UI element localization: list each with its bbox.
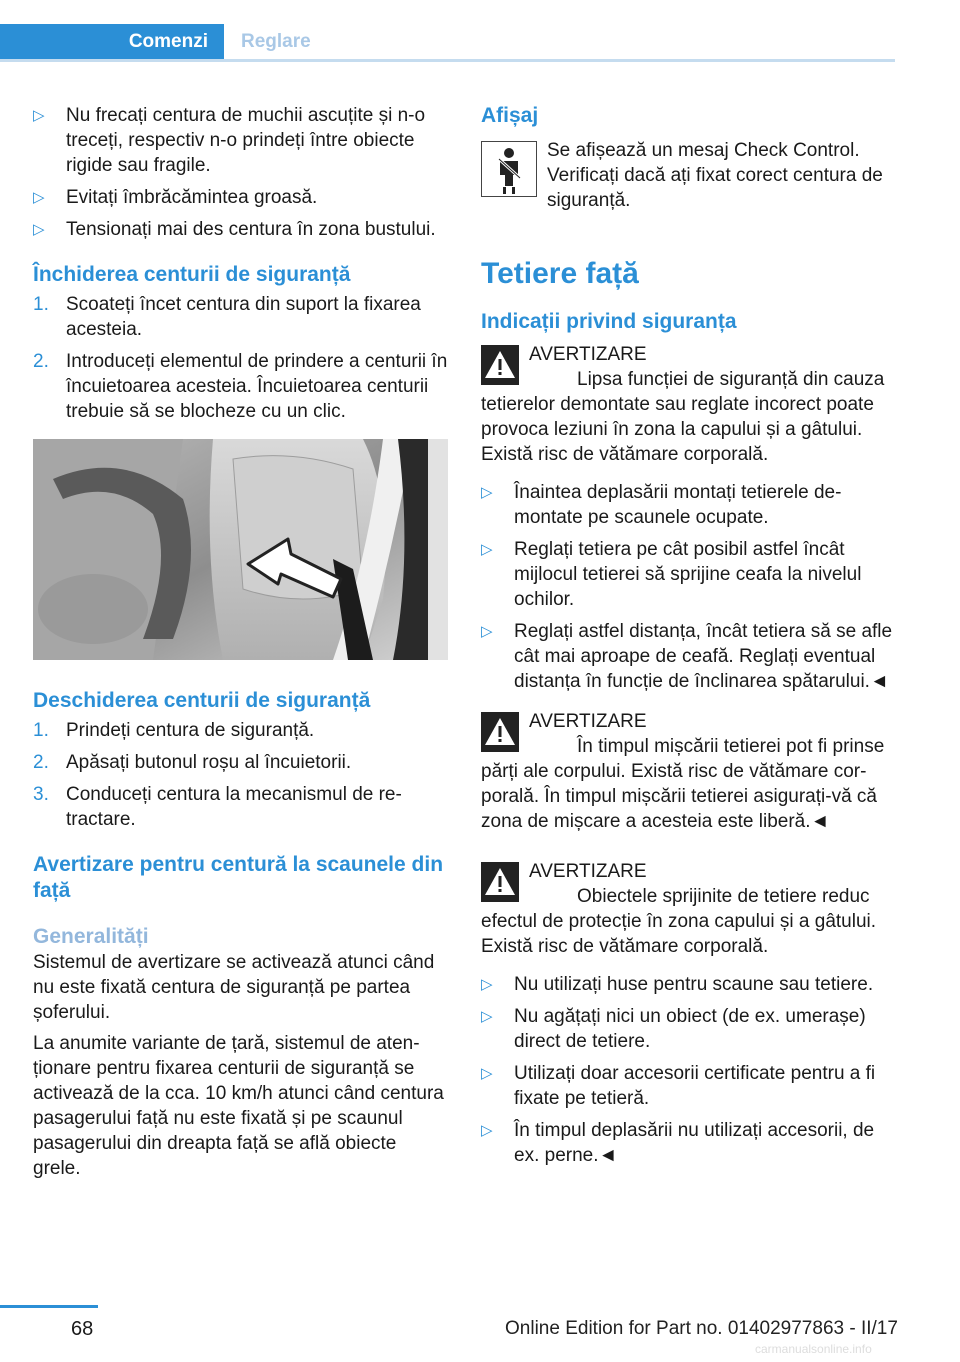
warning-label: AVERTIZARE — [529, 711, 647, 732]
list-item: ▷ Evitați îmbrăcămintea groasă. — [33, 187, 318, 208]
list-item: ▷ Nu utilizați huse pentru scaune sau tetiere. — [481, 974, 874, 995]
chapter-tabs — [0, 24, 895, 62]
triangle-bullet-icon: ▷ — [481, 976, 493, 993]
triangle-bullet-icon: ▷ — [481, 1065, 493, 1082]
general-heading: Generalități — [33, 925, 149, 948]
warning-text: Lipsa funcției de siguranță din cauza tetierelor demontate sau reglate incorect poate provoca leziuni în zona la capului și a gâtului. Există risc de vătămare corporală. — [481, 369, 885, 465]
tab-underline — [0, 59, 895, 62]
warning-triangle-icon — [481, 345, 519, 385]
list-item: ▷ În timpul deplasării nu utilizați accesorii, de ex. perne.◄ — [481, 1120, 875, 1166]
closing-belt-heading: Închiderea centurii de siguranță — [33, 263, 351, 286]
triangle-bullet-icon: ▷ — [33, 107, 45, 124]
triangle-bullet-icon: ▷ — [33, 221, 45, 238]
page-number: 68 — [71, 1318, 94, 1340]
list-item: ▷ Reglați tetiera pe cât posibil astfel încât mijlocul tetierei să sprijine ceafa la nivelul ochilor. — [481, 539, 862, 610]
list-item: ▷ Nu agățați nici un obiect (de ex. umerașe) direct de tetiere. — [481, 1006, 866, 1052]
seatbelt-buckle-photo — [33, 439, 448, 660]
footer-rule — [0, 1305, 98, 1308]
display-block — [481, 138, 895, 213]
opening-belt-heading: Deschiderea centurii de siguranță — [33, 689, 371, 712]
triangle-bullet-icon: ▷ — [481, 1008, 493, 1025]
list-item: ▷ Reglați astfel distanța, încât tetiera să se afle cât mai aproape de ceafă. Reglați eventual distanța în funcție de înclinarea spătarului.◄ — [481, 621, 893, 692]
list-item: ▷ Nu frecați centura de muchii ascuțite și n-o treceți, respectiv n-o prindeți între obiecte rigide sau fragile. — [33, 105, 426, 176]
triangle-bullet-icon: ▷ — [481, 541, 493, 558]
triangle-bullet-icon: ▷ — [481, 623, 493, 640]
warning-label: AVERTIZARE — [529, 861, 647, 882]
warning-text: Obiectele sprijinite de tetiere reduc efectul de protecție în zona capului și a gâtului. Există risc de vătămare corporală. — [481, 886, 877, 957]
front-headrests-title: Tetiere față — [481, 257, 639, 290]
front-seat-warning-heading: Avertizare pentru centură la scaunele din față — [33, 853, 444, 902]
list-item: ▷ Înaintea deplasării montați tetierele demontate pe scaunele ocupate. — [481, 482, 842, 528]
triangle-bullet-icon: ▷ — [481, 1122, 493, 1139]
list-item: ▷ Tensionați mai des centura în zona bustului. — [33, 219, 436, 240]
display-heading: Afișaj — [481, 104, 539, 127]
warning-block-1 — [481, 341, 895, 467]
tab-comenzi[interactable]: Comenzi — [0, 24, 224, 59]
watermark: carmanualsonline.info — [755, 1342, 872, 1356]
tab-reglare[interactable]: Reglare — [224, 24, 895, 59]
warning-block-2 — [481, 708, 895, 834]
list-item: 2. Introduceți elementul de prindere a centurii în încuietoarea acesteia. Încuietoarea centurii trebuie să se blocheze cu un clic. — [33, 351, 448, 422]
warning-triangle-icon — [481, 862, 519, 902]
seatbelt-warning-icon — [481, 141, 537, 197]
edition-note: Online Edition for Part no. 01402977863 - II/17 — [505, 1318, 898, 1339]
display-text: Se afișează un mesaj Check Control. Verificați dacă ați fixat corect centura de siguranță. — [547, 140, 883, 211]
triangle-bullet-icon: ▷ — [481, 484, 493, 501]
right-column — [481, 103, 895, 1175]
warning-block-3 — [481, 858, 895, 959]
general-paragraph-1: Sistemul de avertizare se activează atunci când nu este fixată centura de siguranță pe partea șoferului. — [33, 952, 435, 1023]
list-item: ▷ Utilizați doar accesorii certificate pentru a fi fixate pe tetieră. — [481, 1063, 876, 1109]
warning-label: AVERTIZARE — [529, 344, 647, 365]
list-item: 1. Scoateți încet centura din suport la fixarea acesteia. — [33, 294, 421, 340]
list-item: 2. Apăsați butonul roșu al încuietorii. — [33, 752, 352, 773]
warning-triangle-icon — [481, 712, 519, 752]
list-item: 3. Conduceți centura la mecanismul de retractare. — [33, 784, 402, 830]
triangle-bullet-icon: ▷ — [33, 189, 45, 206]
left-column — [33, 103, 448, 1187]
general-paragraph-2: La anumite variante de țară, sistemul de atenționare pentru fixarea centurii de siguranță se activează de la cca. 10 km/h atunci când centura pasagerului față nu este fixată și pe scaunul pasagerului din dreapta față se află obiecte grele. — [33, 1033, 444, 1179]
warning-text: În timpul mișcării tetierei pot fi prinse părți ale corpului. Există risc de vătămare corporală. În timpul mișcării tetierei asigurați-vă că zona de mișcare a acesteia este liberă.◄ — [481, 736, 885, 832]
list-item: 1. Prindeți centura de siguranță. — [33, 720, 315, 741]
safety-notes-heading: Indicații privind siguranța — [481, 310, 737, 333]
